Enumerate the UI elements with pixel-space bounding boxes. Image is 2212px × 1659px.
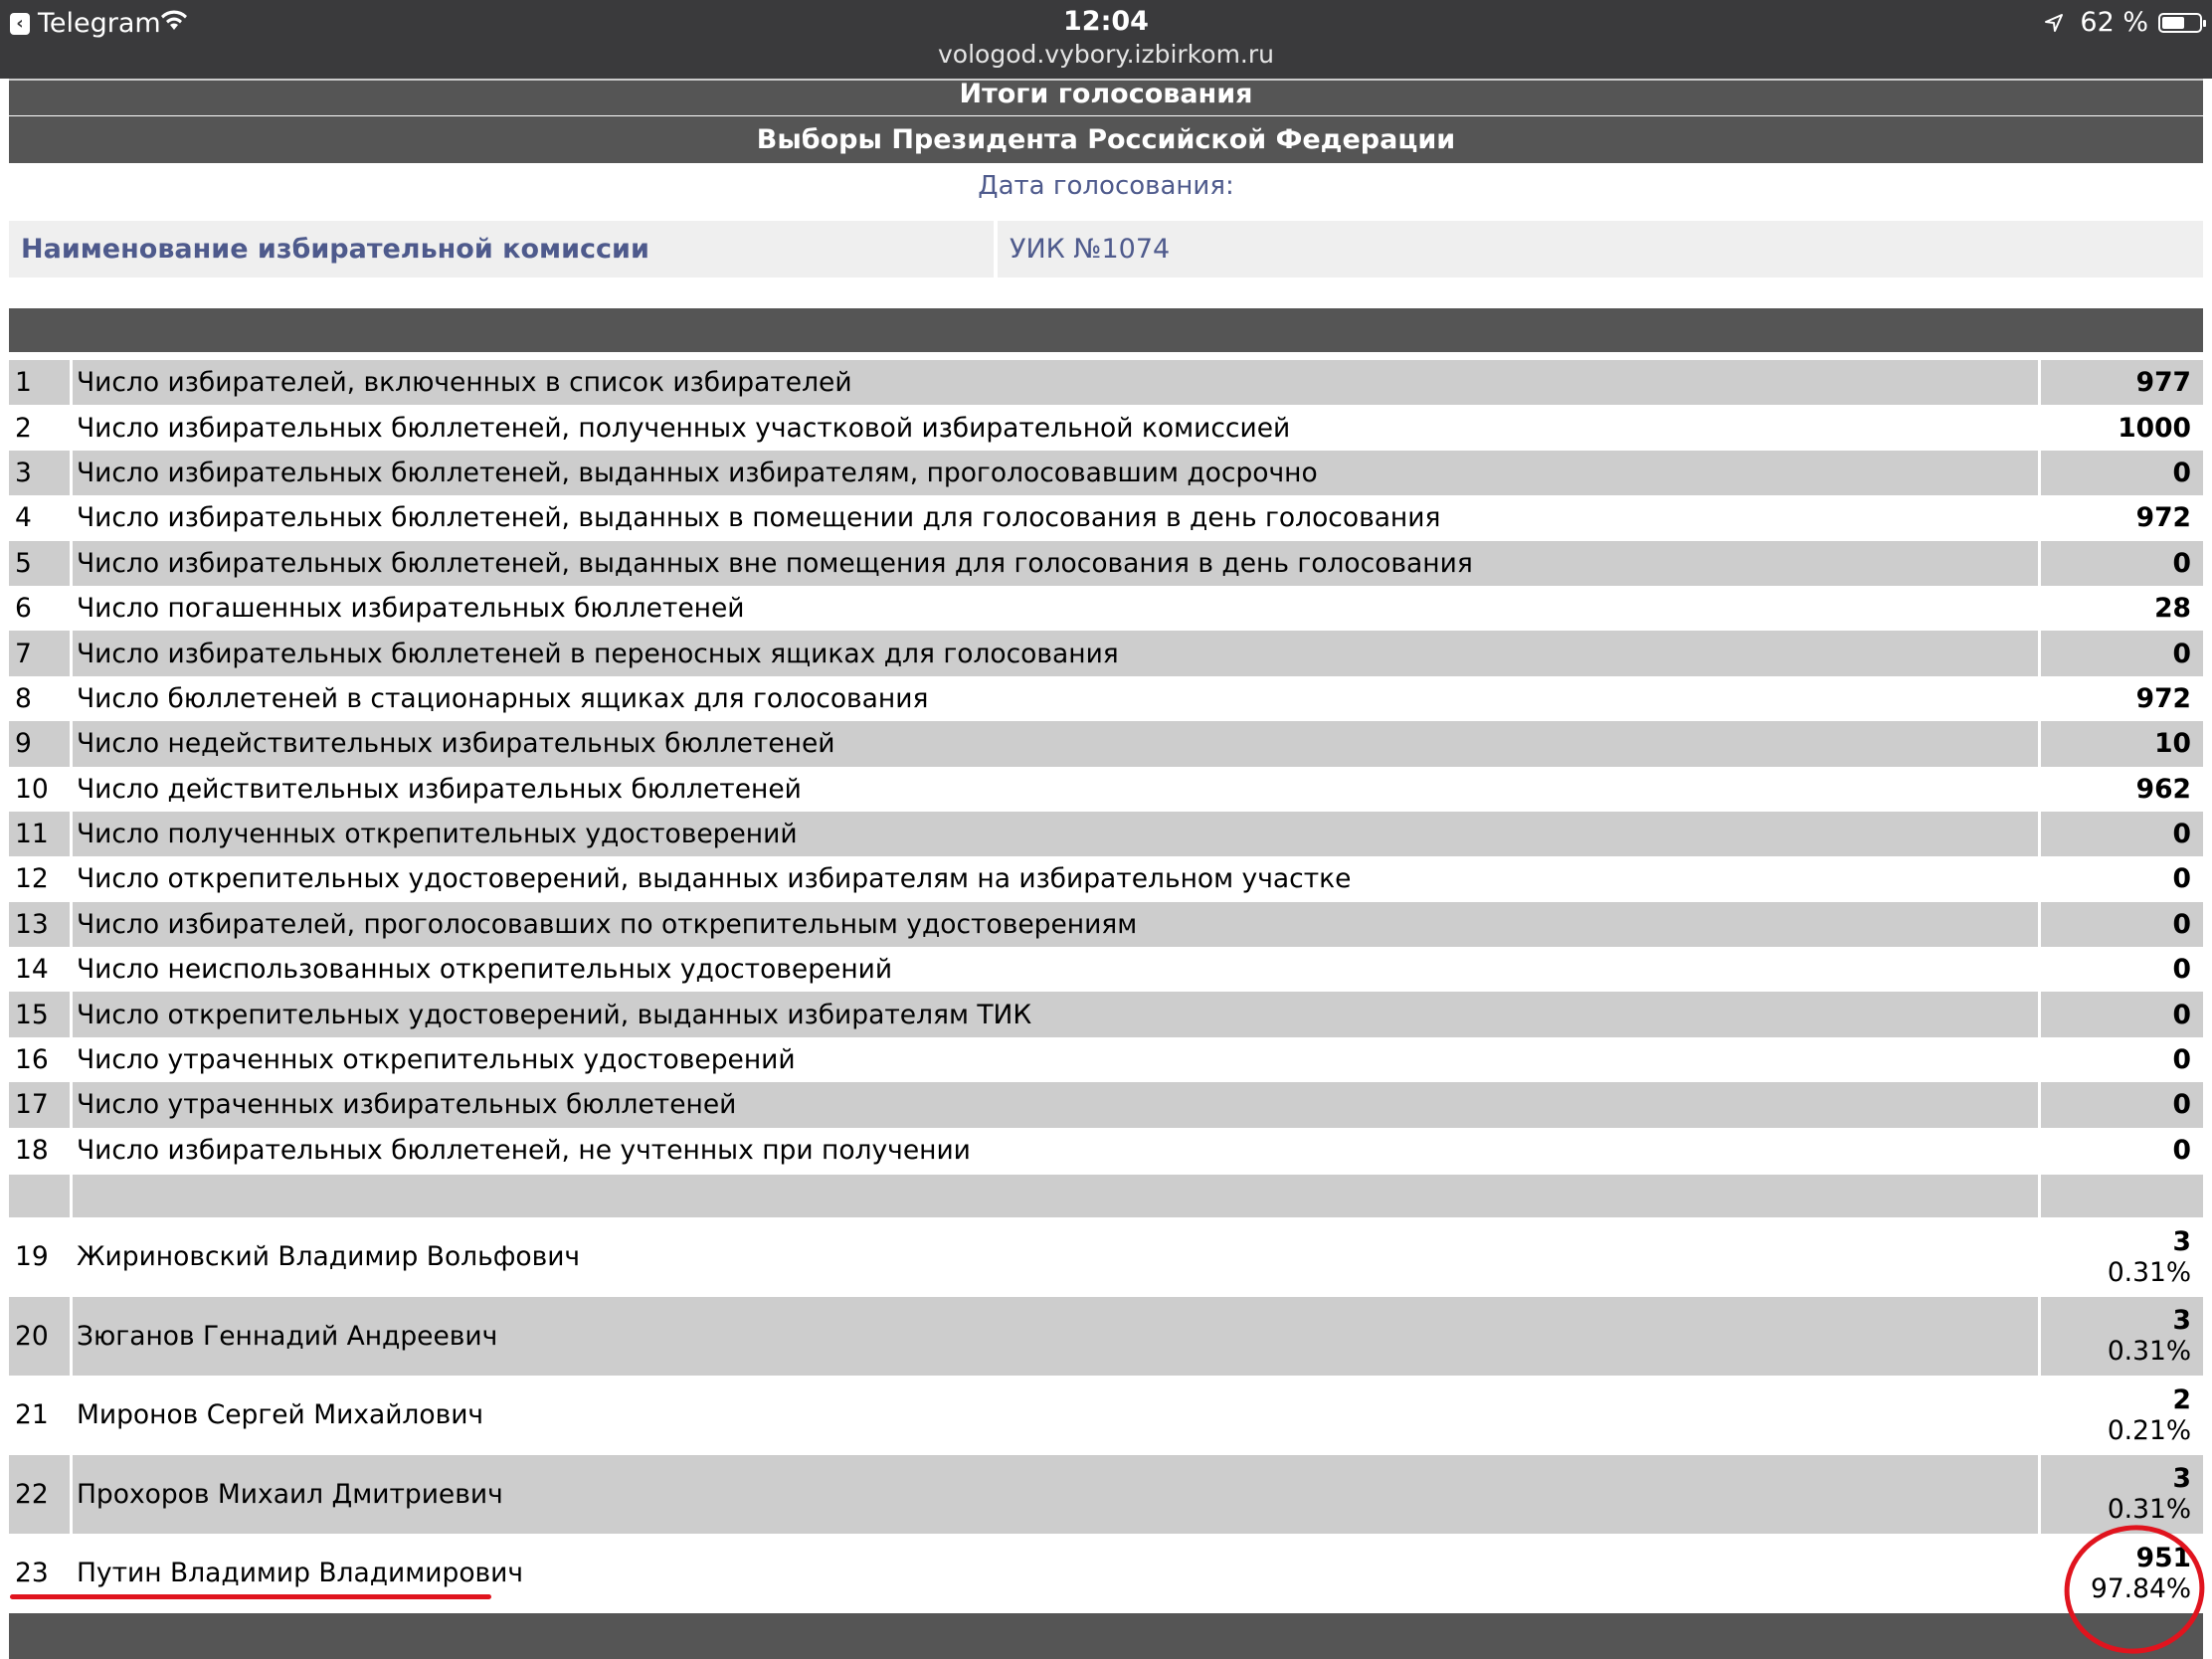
row-label: Число избирательных бюллетеней, выданных избирателям, проголосовавшим досрочно — [73, 451, 2038, 495]
row-number: 20 — [9, 1297, 70, 1377]
row-number: 5 — [9, 541, 70, 586]
row-number: 15 — [9, 992, 70, 1036]
row-label: Число открепительных удостоверений, выданных избирателям на избирательном участке — [77, 863, 1352, 895]
row-value: 972 — [2135, 682, 2191, 714]
row-number: 2 — [15, 412, 32, 444]
table-row — [9, 767, 2203, 812]
candidate-row — [9, 1217, 2203, 1297]
row-value: 28 — [2154, 593, 2191, 625]
row-value: 972 — [2135, 502, 2191, 534]
row-number: 23 — [15, 1558, 49, 1589]
row-label: Число утраченных избирательных бюллетеней — [73, 1082, 2038, 1127]
row-label: Число действительных избирательных бюллетеней — [77, 773, 802, 805]
row-label: Число избирательных бюллетеней в переносных ящиках для голосования — [73, 631, 2038, 675]
table-row — [9, 1128, 2203, 1173]
table-row — [9, 405, 2203, 450]
table-row — [9, 586, 2203, 631]
candidate-votes: 2 — [2172, 1383, 2191, 1415]
results-table-header — [9, 308, 2203, 352]
row-number: 1 — [9, 360, 70, 405]
row-value: 962 — [2135, 773, 2191, 805]
row-value: 0 — [2041, 1082, 2203, 1127]
row-number: 22 — [9, 1455, 70, 1535]
row-label: Число неиспользованных открепительных удостоверений — [77, 954, 893, 986]
row-number: 18 — [15, 1134, 49, 1166]
commission-value: УИК №1074 — [998, 221, 2203, 277]
table-row — [9, 856, 2203, 901]
red-circle-annotation — [2059, 1522, 2208, 1656]
row-value: 0 — [2172, 1134, 2191, 1166]
candidate-name: Путин Владимир Владимирович — [77, 1558, 524, 1589]
row-number: 9 — [9, 721, 70, 766]
results-table — [9, 360, 2203, 1613]
row-number: 16 — [15, 1044, 49, 1076]
row-value: 0 — [2041, 902, 2203, 947]
row-value: 0 — [2041, 631, 2203, 675]
candidate-percent: 97.84% — [2090, 1572, 2191, 1604]
row-label: Число избирателей, проголосовавших по открепительным удостоверениям — [73, 902, 2038, 947]
table-row — [9, 1037, 2203, 1082]
row-value: 1000 — [2118, 412, 2191, 444]
candidate-row — [9, 1534, 2203, 1613]
candidate-name: Жириновский Владимир Вольфович — [77, 1241, 581, 1273]
row-number: 11 — [9, 812, 70, 856]
table-row — [9, 1082, 2203, 1127]
voting-date-label: Дата голосования: — [978, 171, 1234, 201]
row-value: 10 — [2041, 721, 2203, 766]
row-label: Число избирательных бюллетеней, полученных участковой избирательной комиссией — [77, 412, 1291, 444]
table-row — [9, 360, 2203, 405]
row-number: 7 — [9, 631, 70, 675]
row-number: 8 — [15, 682, 32, 714]
section-title: Итоги голосования — [9, 79, 2203, 115]
row-value: 0 — [2172, 954, 2191, 986]
row-value: 0 — [2041, 451, 2203, 495]
candidate-result — [2041, 1376, 2203, 1455]
row-number: 19 — [15, 1241, 49, 1273]
back-app-label: Telegram — [38, 8, 161, 39]
table-row — [9, 902, 2203, 947]
candidate-percent: 0.21% — [2107, 1414, 2191, 1446]
table-row — [9, 495, 2203, 540]
candidate-votes: 3 — [2172, 1225, 2191, 1257]
separator-cell — [73, 1175, 2038, 1217]
row-label: Число открепительных удостоверений, выданных избирателям ТИК — [73, 992, 2038, 1036]
commission-row — [9, 221, 2203, 277]
table-row — [9, 992, 2203, 1036]
battery-icon — [2158, 13, 2202, 33]
candidate-name: Прохоров Михаил Дмитриевич — [73, 1455, 2038, 1535]
candidate-name: Миронов Сергей Михайлович — [77, 1399, 484, 1431]
candidate-percent: 0.31% — [2107, 1336, 2191, 1368]
row-number: 13 — [9, 902, 70, 947]
table-row — [9, 676, 2203, 721]
row-value: 0 — [2041, 541, 2203, 586]
row-value: 0 — [2041, 812, 2203, 856]
row-number: 3 — [9, 451, 70, 495]
separator-cell — [9, 1175, 70, 1217]
row-label: Число бюллетеней в стационарных ящиках для голосования — [77, 682, 929, 714]
row-value: 0 — [2172, 1044, 2191, 1076]
table-row — [9, 541, 2203, 586]
row-label: Число недействительных избирательных бюллетеней — [73, 721, 2038, 766]
row-number: 4 — [15, 502, 32, 534]
ios-status-bar — [0, 0, 2212, 79]
table-row — [9, 947, 2203, 992]
url-bar[interactable]: vologod.vybory.izbirkom.ru — [938, 40, 1274, 69]
candidate-result — [2041, 1297, 2203, 1377]
row-number: 10 — [15, 773, 49, 805]
table-row — [9, 812, 2203, 856]
row-label: Число полученных открепительных удостоверений — [73, 812, 2038, 856]
table-row — [9, 721, 2203, 766]
row-number: 6 — [15, 593, 32, 625]
commission-label: Наименование избирательной комиссии — [9, 221, 994, 277]
chevron-left-icon: ‹ — [10, 13, 30, 35]
red-underline-annotation — [10, 1594, 491, 1599]
separator-cell — [2041, 1175, 2203, 1217]
candidate-percent: 0.31% — [2107, 1256, 2191, 1288]
candidate-row — [9, 1297, 2203, 1377]
table-row — [9, 631, 2203, 675]
table-row — [9, 451, 2203, 495]
candidate-result — [2041, 1217, 2203, 1297]
row-number: 21 — [15, 1399, 49, 1431]
row-label: Число погашенных избирательных бюллетеней — [77, 593, 745, 625]
election-title: Выборы Президента Российской Федерации — [9, 116, 2203, 163]
row-value: 977 — [2041, 360, 2203, 405]
row-value: 0 — [2041, 992, 2203, 1036]
row-number: 14 — [15, 954, 49, 986]
candidate-votes: 3 — [2172, 1305, 2191, 1337]
table-footer-bar — [9, 1613, 2203, 1659]
row-label: Число избирателей, включенных в список избирателей — [73, 360, 2038, 405]
candidate-votes: 3 — [2172, 1463, 2191, 1495]
candidate-name: Зюганов Геннадий Андреевич — [73, 1297, 2038, 1377]
row-number: 17 — [9, 1082, 70, 1127]
candidate-votes: 951 — [2135, 1542, 2191, 1573]
row-label: Число утраченных открепительных удостоверений — [77, 1044, 796, 1076]
clock: 12:04 — [1063, 6, 1149, 37]
row-label: Число избирательных бюллетеней, выданных в помещении для голосования в день голосования — [77, 502, 1441, 534]
row-number: 12 — [15, 863, 49, 895]
row-label: Число избирательных бюллетеней, не учтенных при получении — [77, 1134, 971, 1166]
row-value: 0 — [2172, 863, 2191, 895]
battery-percent: 62 % — [2080, 7, 2148, 38]
candidate-percent: 0.31% — [2107, 1494, 2191, 1526]
candidate-row — [9, 1376, 2203, 1455]
location-arrow-icon — [2044, 13, 2064, 33]
candidate-row — [9, 1455, 2203, 1535]
table-separator-row — [9, 1175, 2203, 1217]
row-label: Число избирательных бюллетеней, выданных вне помещения для голосования в день голосования — [73, 541, 2038, 586]
